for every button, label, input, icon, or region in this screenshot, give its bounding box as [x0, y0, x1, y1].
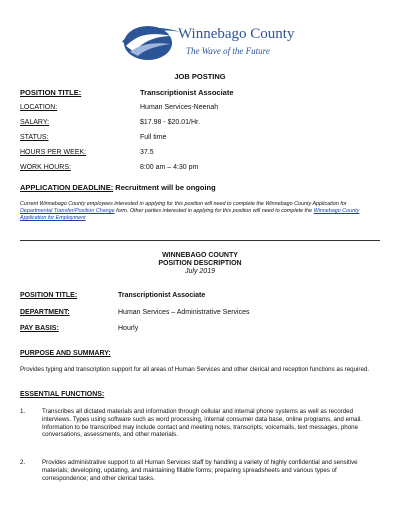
application-note: [20, 201, 380, 223]
description-org: WINNEBAGO COUNTY: [162, 252, 238, 259]
deadline-label: APPLICATION DEADLINE:: [20, 183, 114, 192]
transfer-form-link[interactable]: Departmental Transfer/Position Change: [20, 208, 115, 215]
field-label: SALARY:: [20, 119, 50, 126]
field-label: POSITION TITLE:: [20, 292, 78, 299]
field-label: DEPARTMENT:: [20, 309, 70, 316]
purpose-text: Provides typing and transcription support for all areas of Human Services and other clerical and reception functions as required.: [20, 366, 370, 373]
note-text: form. Other parties interested in applying for this position will need to complete the: [114, 208, 314, 215]
field-value: Human Services-Neenah: [140, 104, 219, 111]
employment-application-link[interactable]: Winnebago County Application for Employment: [20, 208, 360, 222]
purpose-heading: PURPOSE AND SUMMARY:: [20, 350, 111, 357]
deadline-value: Recruitment will be ongoing: [115, 183, 216, 192]
logo-name: Winnebago County: [178, 26, 295, 42]
field-value: Transcriptionist Associate: [118, 292, 206, 299]
field-label: POSITION TITLE:: [20, 88, 82, 97]
posting-title: JOB POSTING: [174, 72, 226, 81]
field-value: Full time: [140, 134, 167, 141]
field-label: HOURS PER WEEK:: [20, 149, 87, 156]
field-label: PAY BASIS:: [20, 325, 59, 332]
field-value: 37.5: [140, 149, 154, 156]
item-text: Transcribes all dictated materials and information through cellular and internal phone systems as well as recorded interviews. Types using software such as word processing, internal consumer data base, online programs, and email. Information to be transcribed may include contact and meeting notes, transcripts, voicemails, text messages, phone conversations, assessments, and other materials.: [42, 408, 363, 439]
application-deadline: [20, 183, 216, 192]
note-text: Current Winnebago County employees interested in applying for this position will need to complete the Winnebago County Application for: [20, 201, 347, 207]
field-value: $17.98 - $20.01/Hr.: [140, 119, 200, 126]
logo-tagline: The Wave of the Future: [186, 46, 270, 56]
divider: [20, 240, 380, 241]
functions-heading: ESSENTIAL FUNCTIONS:: [20, 391, 105, 398]
description-heading: POSITION DESCRIPTION: [158, 260, 242, 267]
field-label: WORK HOURS:: [20, 164, 71, 171]
field-value: Human Services – Administrative Services: [118, 309, 250, 316]
field-value: 8:00 am – 4:30 pm: [140, 164, 199, 171]
field-label: LOCATION:: [20, 104, 58, 111]
field-value: Transcriptionist Associate: [140, 88, 234, 97]
description-date: July 2019: [185, 268, 215, 275]
field-value: Hourly: [118, 325, 139, 332]
county-logo: [122, 22, 295, 64]
item-text: Provides administrative support to all Human Services staff by handling a variety of highly confidential and sensitive materials; developing, updating, and maintaining fillable forms; preparing spreadsheets and various types of correspondence; and other clerical tasks.: [42, 459, 358, 482]
item-number: 2.: [20, 459, 26, 466]
wave-logo-icon: [122, 22, 182, 64]
item-number: 1.: [20, 408, 26, 415]
field-label: STATUS:: [20, 134, 49, 141]
